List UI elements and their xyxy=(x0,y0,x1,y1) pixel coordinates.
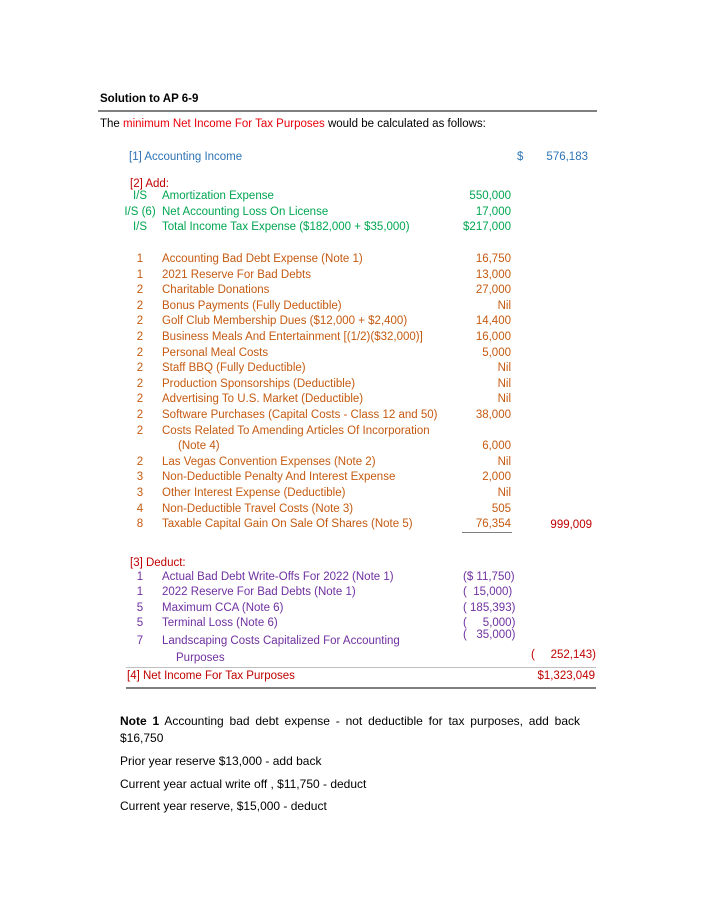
deduct-label: Maximum CCA (Note 6) xyxy=(162,602,284,614)
accounting-income-currency: $ xyxy=(517,151,524,163)
note1-paragraph xyxy=(120,713,580,747)
line-item-label: Amortization Expense xyxy=(162,190,274,202)
line-item-ref: 2 xyxy=(136,409,144,421)
deduct-ref: 5 xyxy=(136,617,144,629)
line-item-amount: $217,000 xyxy=(463,221,511,233)
add-total: 999,009 xyxy=(550,519,592,531)
deduct-ref: 1 xyxy=(136,571,144,583)
intro-line xyxy=(100,118,486,130)
deduct-amount: ($ 11,750) xyxy=(463,571,515,583)
subtotal-underline xyxy=(462,532,512,533)
line-item-label: Personal Meal Costs xyxy=(162,346,269,359)
line-item-ref: 2 xyxy=(136,315,144,328)
net-income-top-rule xyxy=(126,667,596,668)
net-income-bottom-rule xyxy=(126,687,596,689)
line-item-amount: 14,400 xyxy=(475,315,511,328)
deduct-total: 252,143) xyxy=(550,649,596,661)
line-item-label: Other Interest Expense (Deductible) xyxy=(162,487,346,499)
note-line-3: Current year reserve, $15,000 - deduct xyxy=(120,799,327,813)
deduct-label: 2022 Reserve For Bad Debts (Note 1) xyxy=(162,586,356,598)
line-item-amount: 17,000 xyxy=(475,206,511,218)
line-item-label: Las Vegas Convention Expenses (Note 2) xyxy=(162,455,376,468)
line-item-ref: I/S xyxy=(132,190,148,202)
line-item-amount: 6,000 xyxy=(482,440,511,453)
line-item-amount: Nil xyxy=(497,362,511,375)
intro-after: would be calculated as follows: xyxy=(324,118,486,130)
line-item-ref: 2 xyxy=(136,424,144,437)
line-item-amount: Nil xyxy=(497,299,511,312)
line-item-ref: 4 xyxy=(136,502,144,515)
note-line-2: Current year actual write off , $11,750 - deduct xyxy=(120,777,367,791)
line-item-label: 2021 Reserve For Bad Debts xyxy=(162,268,311,281)
line-item-amount: 13,000 xyxy=(475,268,511,281)
deduct-heading: [3] Deduct: xyxy=(130,557,186,569)
line-item-amount: 550,000 xyxy=(469,190,511,202)
line-item-label: Net Accounting Loss On License xyxy=(162,206,329,218)
line-item-label: Advertising To U.S. Market (Deductible) xyxy=(162,393,364,406)
line-item-amount: 5,000 xyxy=(482,346,511,359)
line-item-amount: 16,750 xyxy=(475,253,511,265)
deduct-amount: ( 15,000) xyxy=(463,586,513,598)
line-item-label: Total Income Tax Expense ($182,000 + $35,000) xyxy=(162,221,410,233)
line-item-amount: 16,000 xyxy=(475,331,511,343)
line-item-label: Software Purchases (Capital Costs - Class 12 and 50) xyxy=(162,409,438,421)
line-item-label: (Note 4) xyxy=(178,440,220,453)
line-item-label: Staff BBQ (Fully Deductible) xyxy=(162,362,306,375)
deduct-ref: 5 xyxy=(136,602,144,614)
line-item-ref: 8 xyxy=(136,518,144,531)
accounting-income-amount: 576,183 xyxy=(546,151,588,163)
line-item-label: Charitable Donations xyxy=(162,284,270,297)
deduct-amount: ( 185,393) xyxy=(463,602,516,614)
line-item-amount: Nil xyxy=(497,455,511,468)
line-item-amount: 2,000 xyxy=(482,471,511,484)
intro-highlight: minimum Net Income For Tax Purposes xyxy=(123,118,325,130)
title-divider xyxy=(98,110,597,112)
deduct-amount: ( 5,000) xyxy=(463,617,516,629)
add-heading: [2] Add: xyxy=(130,178,170,190)
intro-before: The xyxy=(100,118,124,130)
line-item-label: Non-Deductible Penalty And Interest Expense xyxy=(162,471,396,484)
net-income-amount: $1,323,049 xyxy=(537,670,595,682)
deduct-label: Actual Bad Debt Write-Offs For 2022 (Note 1) xyxy=(162,571,394,583)
line-item-ref: 1 xyxy=(136,268,144,281)
accounting-income-label: [1] Accounting Income xyxy=(129,151,243,163)
line-item-label: Golf Club Membership Dues ($12,000 + $2,400) xyxy=(162,315,408,328)
deduct-ref: 1 xyxy=(136,586,144,598)
line-item-ref: 1 xyxy=(136,253,144,265)
line-item-amount: 505 xyxy=(491,502,511,515)
line-item-ref: 2 xyxy=(136,377,144,390)
line-item-amount: 38,000 xyxy=(475,409,511,421)
note-line-1: Prior year reserve $13,000 - add back xyxy=(120,754,322,768)
line-item-ref: I/S (6) xyxy=(124,206,156,218)
deduct-amount: ( 35,000) xyxy=(463,629,516,641)
line-item-ref: I/S xyxy=(132,221,148,233)
line-item-ref: 2 xyxy=(136,346,144,359)
line-item-amount: 76,354 xyxy=(475,518,511,531)
note1-text: Accounting bad debt expense - not deductible for tax purposes, add back $16,750 xyxy=(120,714,580,745)
note1-label: Note 1 xyxy=(120,714,160,728)
line-item-label: Production Sponsorships (Deductible) xyxy=(162,377,356,390)
deduct-label: Terminal Loss (Note 6) xyxy=(162,617,278,629)
line-item-ref: 2 xyxy=(136,393,144,406)
line-item-label: Taxable Capital Gain On Sale Of Shares (Note 5) xyxy=(162,518,413,531)
line-item-amount: Nil xyxy=(497,393,511,406)
line-item-amount: Nil xyxy=(497,377,511,390)
deduct-ref: 7 xyxy=(136,635,144,647)
deduct-total-open: ( xyxy=(531,649,535,661)
line-item-ref: 3 xyxy=(136,471,144,484)
line-item-label: Bonus Payments (Fully Deductible) xyxy=(162,299,342,312)
line-item-ref: 3 xyxy=(136,487,144,499)
line-item-amount: 27,000 xyxy=(475,284,511,297)
line-item-ref: 2 xyxy=(136,284,144,297)
line-item-label: Non-Deductible Travel Costs (Note 3) xyxy=(162,502,354,515)
line-item-ref: 2 xyxy=(136,362,144,375)
line-item-label: Accounting Bad Debt Expense (Note 1) xyxy=(162,253,363,265)
line-item-label: Business Meals And Entertainment [(1/2)($32,000)] xyxy=(162,331,423,343)
line-item-amount: Nil xyxy=(497,487,511,499)
deduct-label: Purposes xyxy=(176,652,225,664)
line-item-ref: 2 xyxy=(136,299,144,312)
page-title: Solution to AP 6-9 xyxy=(100,93,199,105)
deduct-label: Landscaping Costs Capitalized For Accounting xyxy=(162,635,400,647)
line-item-ref: 2 xyxy=(136,331,144,343)
line-item-label: Costs Related To Amending Articles Of Incorporation xyxy=(162,424,430,437)
line-item-ref: 2 xyxy=(136,455,144,468)
net-income-label: [4] Net Income For Tax Purposes xyxy=(127,670,295,682)
